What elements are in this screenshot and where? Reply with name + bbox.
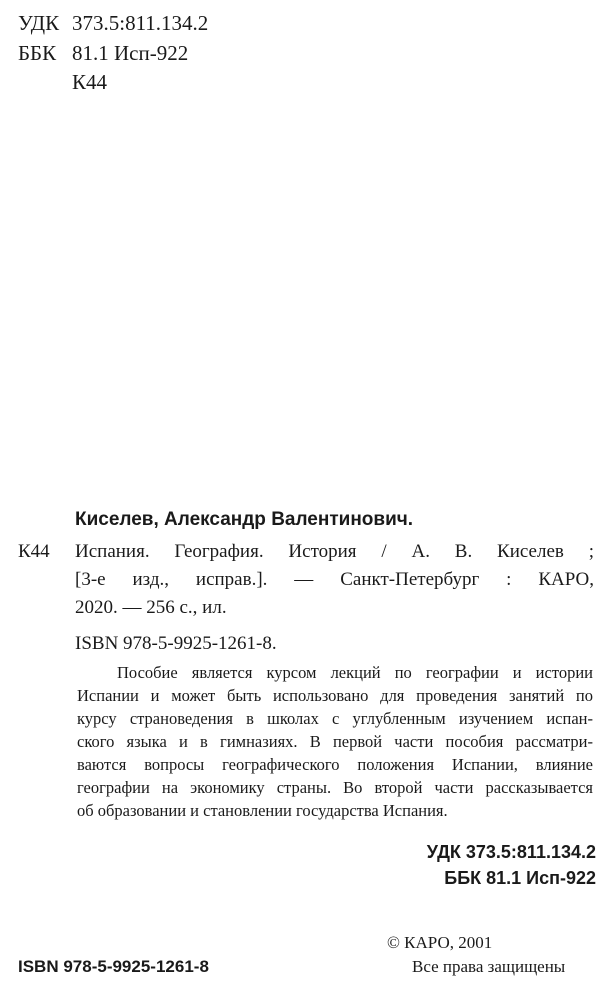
annotation-line-5: ваются вопросы географического положения Испании, влияние <box>77 755 593 774</box>
udk-code: УДК 373.5:811.134.2 <box>426 842 596 862</box>
udk-line <box>18 13 208 34</box>
bbk-code: ББК 81.1 Исп-922 <box>444 868 596 888</box>
isbn-footer: ISBN 978-5-9925-1261-8 <box>18 957 209 976</box>
author-mark-top: К44 <box>72 70 108 94</box>
bbk-line <box>18 43 188 64</box>
bib-line-3: 2020. — 256 с., ил. <box>75 597 227 618</box>
annotation-line-2: Испании и может быть использовано для проведения занятий по <box>77 686 593 705</box>
annotation-line-7: об образовании и становлении государства Испания. <box>77 801 448 820</box>
bbk-value: 81.1 Исп-922 <box>72 41 189 65</box>
annotation-line-4: ского языка и в гимназиях. В первой части пособия рассматри- <box>77 732 593 751</box>
annotation-line-1: Пособие является курсом лекций по географии и истории <box>117 663 593 682</box>
author-heading: Киселев, Александр Валентинович. <box>75 509 414 530</box>
udk-label: УДК <box>18 11 60 35</box>
annotation-line-6: географии на экономику страны. Во второй части рассказывается <box>77 778 593 797</box>
isbn-main: ISBN 978-5-9925-1261-8. <box>75 633 277 654</box>
author-mark: К44 <box>18 541 50 562</box>
rights-notice: Все права защищены <box>412 957 566 976</box>
bbk-label: ББК <box>18 41 57 65</box>
bib-line-1: Испания. География. История / А. В. Киселев ; <box>75 541 594 562</box>
bib-line-2: [3-е изд., исправ.]. — Санкт-Петербург : КАРО, <box>75 569 594 590</box>
annotation-line-3: курсу страноведения в школах с углубленным изучением испан- <box>77 709 593 728</box>
udk-value: 373.5:811.134.2 <box>72 11 209 35</box>
copyright-holder: © КАРО, 2001 <box>387 933 493 952</box>
